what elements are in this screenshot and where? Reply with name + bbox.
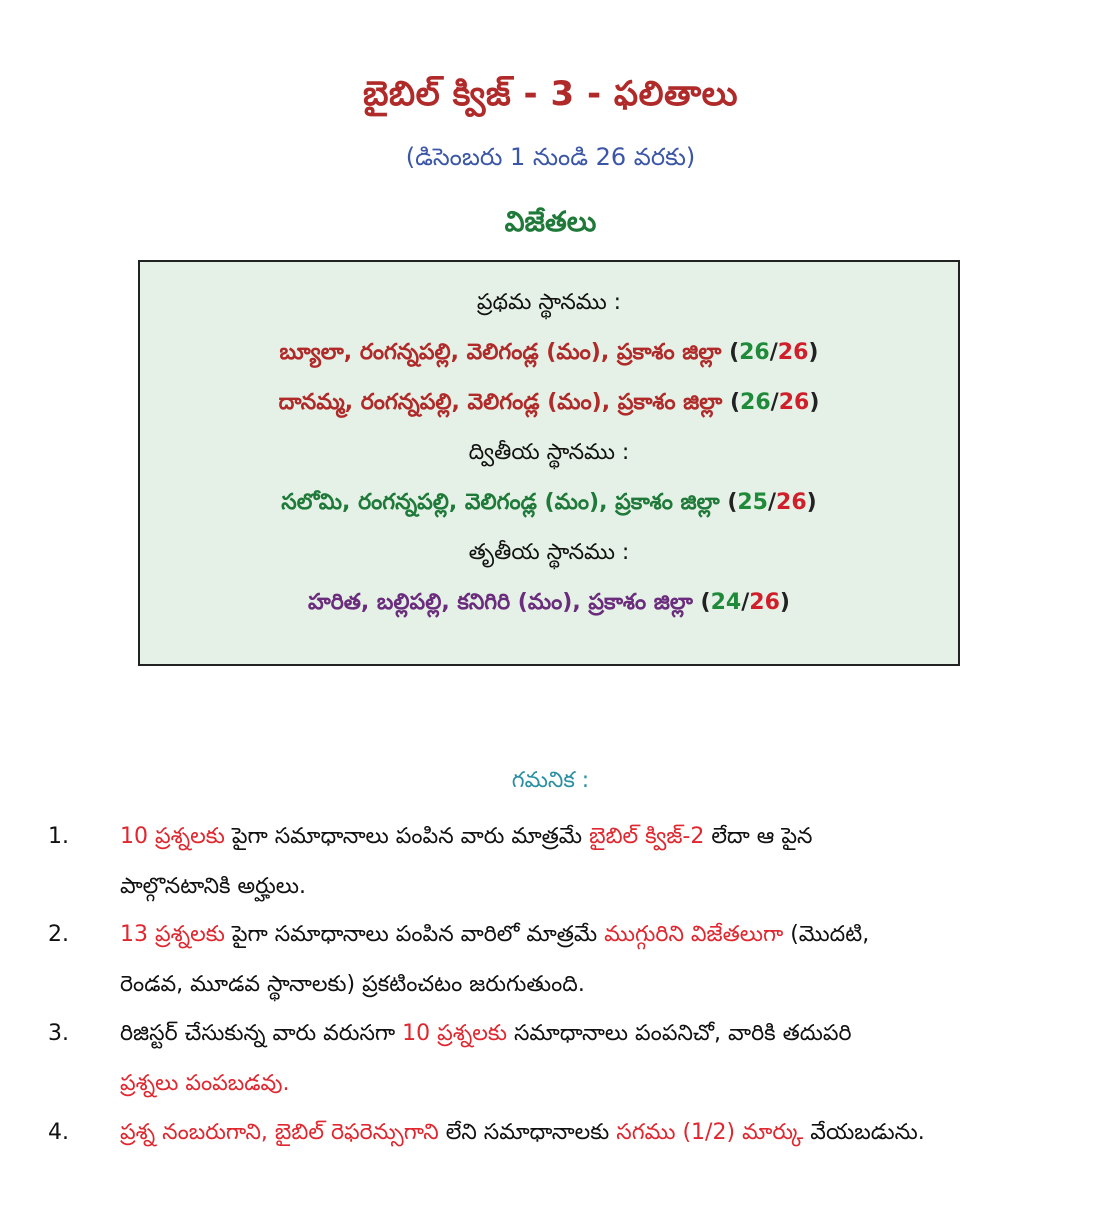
note-highlight: 10 ప్రశ్నలకు bbox=[402, 1021, 507, 1046]
note-line bbox=[120, 1009, 852, 1059]
note-line: పాల్గొనటానికి అర్హులు. bbox=[120, 874, 306, 899]
score-separator: / bbox=[741, 590, 750, 615]
winner-score-total: 26 bbox=[778, 390, 810, 415]
note-number: 1. bbox=[48, 824, 69, 849]
note-text: పైగా సమాధానాలు పంపిన వారిలో మాత్రమే bbox=[224, 922, 605, 947]
score-separator: / bbox=[770, 390, 779, 415]
note-highlight: బైబిల్ క్విజ్-2 bbox=[589, 824, 705, 849]
note-number: 4. bbox=[48, 1120, 69, 1145]
note-line bbox=[120, 910, 869, 960]
note-text: సమాధానాలు పంపనిచో, వారికి తదుపరి bbox=[507, 1021, 852, 1046]
note-highlight: ముగ్గురిని విజేతలుగా bbox=[604, 922, 784, 947]
note-text: లేదా ఆ పైన bbox=[704, 824, 813, 849]
date-range-subtitle: (డిసెంబరు 1 నుండి 26 వరకు) bbox=[405, 143, 696, 171]
score-separator: / bbox=[769, 340, 778, 365]
note-highlight: ప్రశ్న నంబరుగాని, బైబిల్ రెఫరెన్సుగాని bbox=[120, 1120, 439, 1145]
note-line: రెండవ, మూడవ స్థానాలకు) ప్రకటించటం జరుగుతుంది. bbox=[120, 972, 585, 997]
note-highlight: 10 ప్రశ్నలకు bbox=[120, 824, 225, 849]
winner-score: 26 bbox=[739, 340, 770, 365]
note-text: పైగా సమాధానాలు పంపిన వారు మాత్రమే bbox=[224, 824, 590, 849]
note-item bbox=[0, 1108, 1101, 1158]
winner-score-total: 26 bbox=[776, 490, 807, 515]
note-highlight: సగము (1/2) మార్కు bbox=[616, 1120, 804, 1145]
note-text: (మొదటి, bbox=[783, 922, 870, 947]
note-item bbox=[0, 910, 1101, 1010]
note-highlight: 13 ప్రశ్నలకు bbox=[120, 922, 225, 947]
page-title: బైబిల్ క్విజ్ - 3 - ఫలితాలు bbox=[362, 74, 739, 114]
winner-entry: బ్యూలా, రంగన్నపల్లి, వెలిగండ్ల (మం), ప్రకాశం జిల్లా (26/26) bbox=[279, 340, 819, 365]
winner-score: 25 bbox=[737, 490, 768, 515]
note-item bbox=[0, 1009, 1101, 1109]
winner-entry: దానమ్మ, రంగన్నపల్లి, వెలిగండ్ల (మం), ప్రకాశం జిల్లా (26/26) bbox=[278, 390, 820, 415]
note-text: రిజిస్టర్ చేసుకున్న వారు వరుసగా bbox=[120, 1021, 403, 1046]
winner-entry: సలోమి, రంగన్నపల్లి, వెలిగండ్ల (మం), ప్రకాశం జిల్లా (25/26) bbox=[281, 490, 817, 515]
winners-box bbox=[138, 260, 960, 666]
note-line: ప్రశ్నలు పంపబడవు. bbox=[120, 1071, 290, 1096]
score-separator: / bbox=[768, 490, 777, 515]
note-text: వేయబడును. bbox=[803, 1120, 925, 1145]
note-text: లేని సమాధానాలకు bbox=[438, 1120, 617, 1145]
note-item bbox=[0, 812, 1101, 912]
third-place-label: తృతీయ స్థానము : bbox=[468, 540, 630, 565]
second-place-label: ద్వితీయ స్థానము : bbox=[468, 440, 630, 465]
note-number: 2. bbox=[48, 922, 69, 947]
note-line bbox=[120, 1108, 925, 1158]
winner-text: సలోమి, రంగన్నపల్లి, వెలిగండ్ల (మం), ప్రకాశం జిల్లా bbox=[281, 490, 720, 515]
winner-score: 24 bbox=[710, 590, 742, 615]
notes-heading: గమనిక : bbox=[511, 768, 590, 793]
first-place-label: ప్రథమ స్థానము : bbox=[476, 290, 622, 315]
winner-score-total: 26 bbox=[749, 590, 780, 615]
winner-score: 26 bbox=[740, 390, 771, 415]
note-line bbox=[120, 812, 812, 862]
winner-text: హరిత, బల్లిపల్లి, కనిగిరి (మం), ప్రకాశం జిల్లా bbox=[308, 590, 693, 615]
winners-heading: విజేతలు bbox=[504, 205, 597, 238]
winner-entry: హరిత, బల్లిపల్లి, కనిగిరి (మం), ప్రకాశం జిల్లా (24/26) bbox=[308, 590, 790, 615]
winner-text: బ్యూలా, రంగన్నపల్లి, వెలిగండ్ల (మం), ప్రకాశం జిల్లా bbox=[279, 340, 722, 365]
winner-score-total: 26 bbox=[777, 340, 809, 365]
note-number: 3. bbox=[48, 1021, 69, 1046]
winner-text: దానమ్మ, రంగన్నపల్లి, వెలిగండ్ల (మం), ప్రకాశం జిల్లా bbox=[278, 390, 723, 415]
